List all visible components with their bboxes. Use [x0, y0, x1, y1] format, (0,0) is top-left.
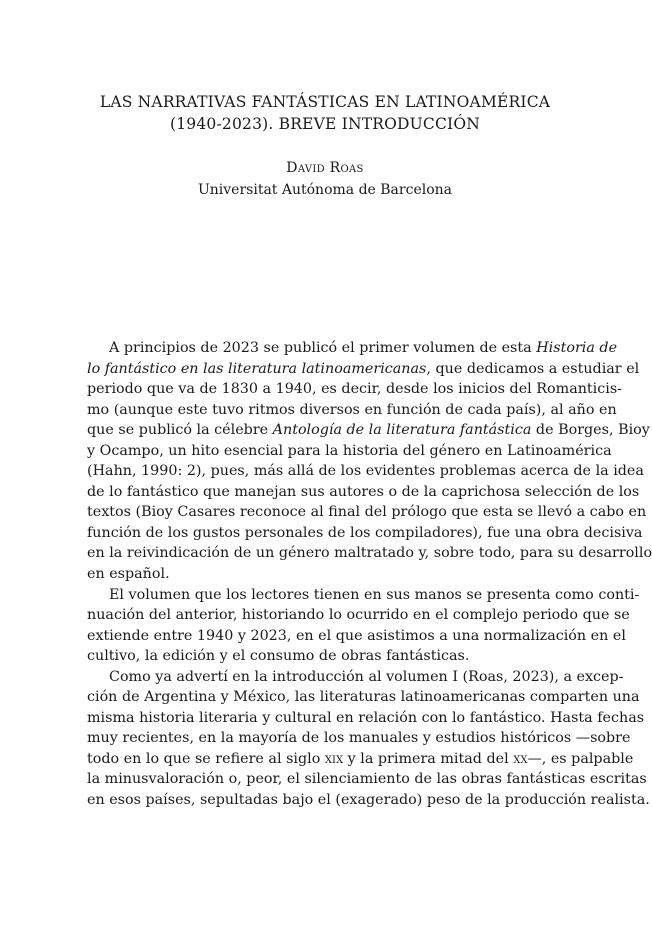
text-line — [87, 605, 630, 626]
text-run: periodo que va de 1830 a 1940, es decir, desde los inicios del Romanticis- — [87, 381, 623, 398]
text-line — [87, 749, 634, 770]
text-line — [87, 482, 640, 503]
text-run: ción de Argentina y México, las literaturas latinoamericanas comparten una — [87, 689, 640, 706]
text-line — [87, 420, 650, 441]
text-line — [87, 790, 650, 811]
text-line — [87, 626, 626, 647]
author-name: David Roas — [286, 160, 364, 176]
text-run: nuación del anterior, historiando lo ocurrido en el complejo periodo que se — [87, 607, 630, 624]
text-run: la minusvaloración o, peor, el silenciamiento de las obras fantásticas escritas — [87, 771, 647, 788]
text-run: , que dedicamos a estudiar el — [426, 360, 640, 377]
text-run: que se publicó la célebre — [87, 422, 273, 439]
italic-title: Antología de la literatura fantástica — [272, 422, 532, 439]
text-line — [87, 708, 645, 729]
text-run: y Ocampo, un hito esencial para la historia del género en Latinoamérica — [87, 442, 612, 459]
text-run: Como ya advertí en la introducción al volumen I (Roas, 2023), a excep- — [109, 668, 624, 685]
text-run: todo en lo que se refiere al siglo — [87, 750, 325, 767]
text-line — [87, 769, 647, 790]
text-line — [87, 646, 563, 667]
text-line — [87, 523, 643, 544]
text-line — [87, 441, 612, 462]
text-run: textos (Bioy Casares reconoce al final del prólogo que esta se llevó a cabo en — [87, 504, 647, 521]
text-run: y la primera mitad del — [343, 750, 514, 767]
text-line — [87, 400, 617, 421]
text-line — [87, 728, 631, 749]
body-text — [87, 338, 652, 811]
author-affiliation: Universitat Autónoma de Barcelona — [197, 182, 452, 198]
paragraph — [87, 338, 652, 585]
text-line — [87, 359, 640, 380]
text-line — [87, 667, 624, 688]
paragraph — [87, 585, 640, 667]
text-run: cultivo, la edición y el consumo de obras fantásticas. — [87, 648, 470, 665]
text-run: muy recientes, en la mayoría de los manuales y estudios históricos —sobre — [87, 730, 631, 747]
roman-numeral: xx — [513, 750, 528, 767]
text-line — [87, 687, 640, 708]
text-run: (Hahn, 1990: 2), pues, más allá de los evidentes problemas acerca de la idea — [87, 463, 644, 480]
text-run: función de los gustos personales de los compiladores), fue una obra decisiva — [87, 524, 643, 541]
text-run: en español. — [87, 566, 170, 583]
text-run: A principios de 2023 se publicó el primer volumen de esta — [109, 340, 537, 356]
text-run: de Borges, Bioy — [531, 422, 650, 439]
text-line — [87, 338, 618, 359]
text-line — [87, 379, 623, 400]
title-line-2: (1940-2023). BREVE INTRODUCCIÓN — [169, 115, 481, 133]
text-line — [87, 502, 647, 523]
italic-title: Historia de — [536, 340, 618, 356]
text-run: misma historia literaria y cultural en relación con lo fantástico. Hasta fechas — [87, 709, 645, 726]
text-run: de lo fantástico que manejan sus autores o de la caprichosa selección de los — [87, 483, 640, 500]
title-line-1: LAS NARRATIVAS FANTÁSTICAS EN LATINOAMÉRICA — [99, 93, 551, 111]
article-title — [60, 91, 590, 135]
roman-numeral: xix — [324, 750, 344, 767]
paragraph — [87, 667, 650, 811]
text-run: en esos países, sepultadas bajo el (exagerado) peso de la producción realista. — [87, 792, 650, 809]
text-line — [87, 543, 652, 564]
text-run: en la reivindicación de un género maltratado y, sobre todo, para su desarrollo — [87, 545, 652, 562]
text-line — [87, 564, 563, 585]
author-block — [60, 157, 590, 201]
text-run: mo (aunque este tuvo ritmos diversos en función de cada país), al año en — [87, 401, 617, 418]
text-run: —, es palpable — [527, 750, 634, 767]
text-run: extiende entre 1940 y 2023, en el que asistimos a una normalización en el — [87, 627, 626, 644]
italic-title: lo fantástico en las literatura latinoamericanas — [87, 360, 427, 377]
text-run: El volumen que los lectores tienen en sus manos se presenta como conti- — [109, 586, 640, 603]
text-line — [87, 461, 644, 482]
text-line — [87, 585, 640, 606]
